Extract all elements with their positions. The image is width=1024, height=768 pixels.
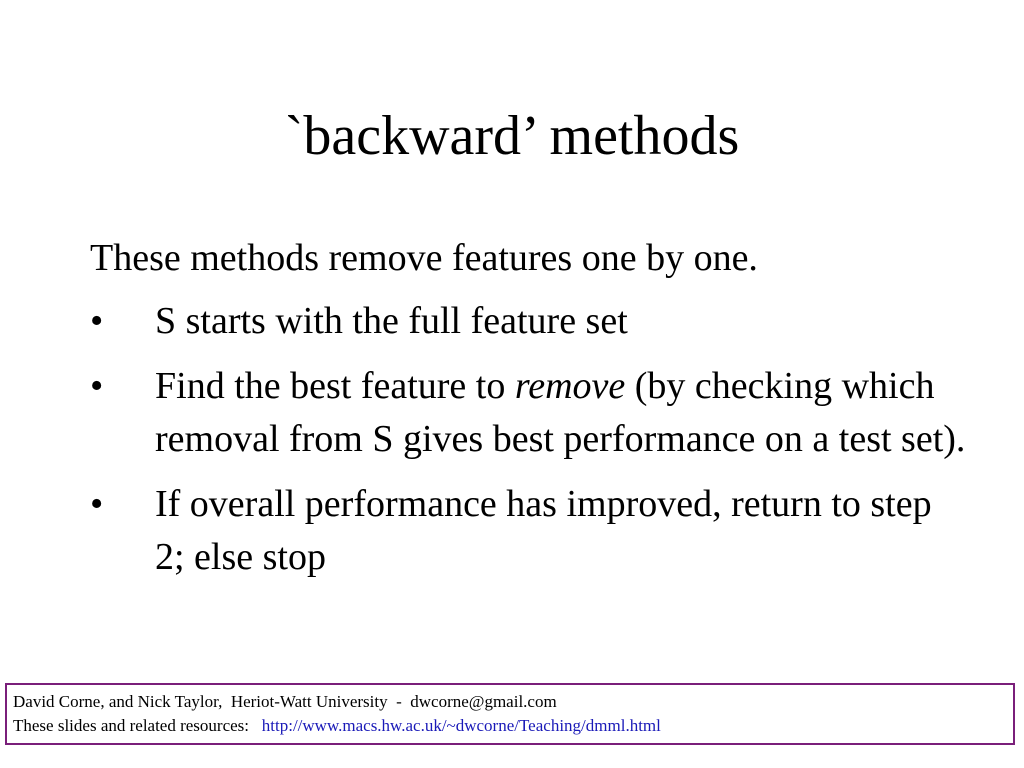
footer-resources [13,714,1007,738]
bullet-text: If overall performance has improved, return to step 2; else stop [155,483,932,578]
bullet-item [90,295,970,348]
footer-box [5,683,1015,745]
intro-text: These methods remove features one by one. [90,237,758,279]
footer-resources-link[interactable]: http://www.macs.hw.ac.uk/~dwcorne/Teaching/dmml.html [261,716,661,735]
bullet-text: S starts with the full feature set [155,300,628,342]
bullet-text-before: Find the best feature to [155,365,515,407]
bullet-item [90,360,970,466]
slide-body [90,232,970,596]
slide-title: `backward’ methods [284,105,740,167]
bullet-icon: • [90,300,104,342]
bullet-text-after: (by checking which removal from S gives best performance on a test set). [155,365,966,460]
bullet-list [90,295,970,584]
bullet-icon: • [90,365,104,407]
bullet-emphasis: remove [514,365,626,407]
footer-resources-label: These slides and related resources: [13,716,262,735]
bullet-item [90,478,970,584]
footer-credits: David Corne, and Nick Taylor, Heriot-Watt University - dwcorne@gmail.com [13,692,557,711]
bullet-icon: • [90,483,104,525]
